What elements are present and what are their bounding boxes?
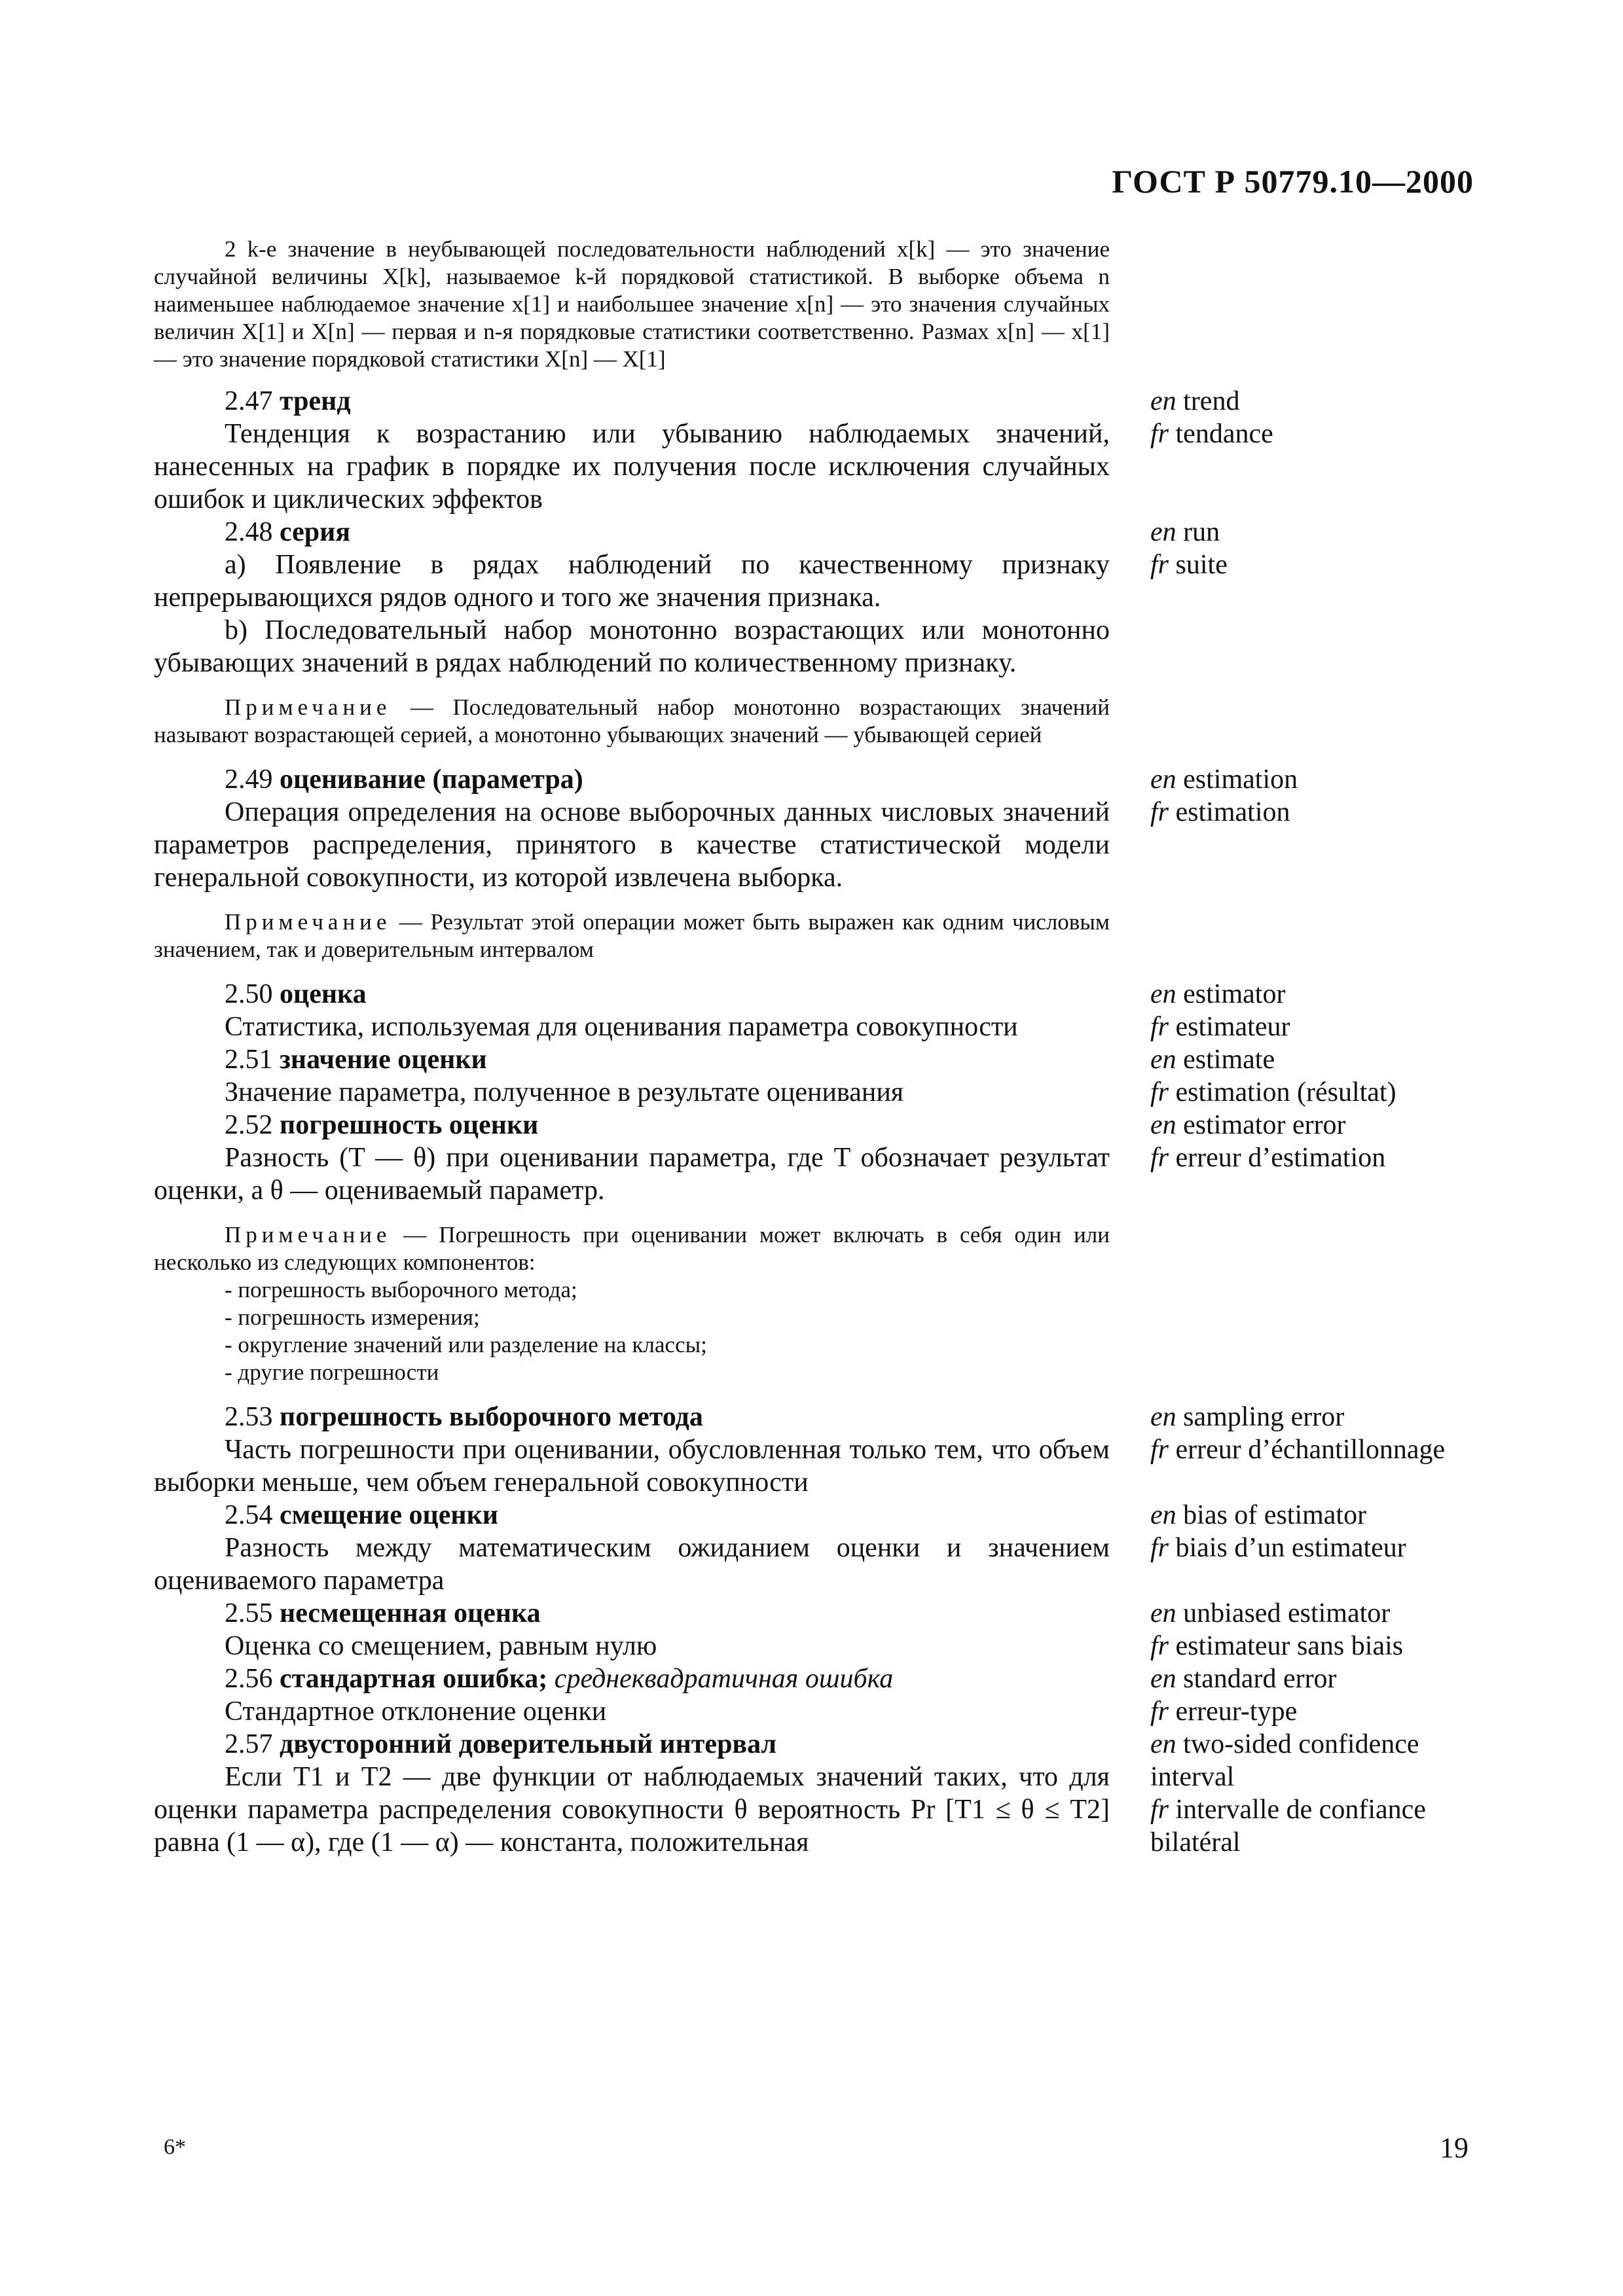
entry-2-48	[154, 516, 1483, 763]
entry-term: оценка	[280, 979, 367, 1009]
entry-2-50	[154, 978, 1483, 1043]
term-en: en trend	[1150, 386, 1240, 416]
term-en: en two-sided confidence interval	[1150, 1729, 1419, 1792]
entry-term: значение оценки	[280, 1045, 487, 1075]
term-fr: fr estimation	[1150, 797, 1290, 827]
term-en: en estimator	[1150, 979, 1286, 1009]
term-en: en standard error	[1150, 1664, 1337, 1694]
entry-number: 2.54	[225, 1500, 273, 1530]
entry-term: погрешность выборочного метода	[280, 1402, 703, 1432]
page-number: 19	[1440, 2132, 1468, 2164]
term-en: en estimation	[1150, 764, 1298, 795]
entry-note: Примечание — Результат этой операции может быть выражен как одним числовым значением, так и доверительным интервалом	[154, 909, 1110, 962]
entry-term: серия	[280, 517, 351, 547]
entry-definition: Стандартное отклонение оценки	[225, 1696, 607, 1727]
entry-number: 2.57	[225, 1729, 273, 1759]
entry-definition: Статистика, используемая для оценивания параметра совокупности	[225, 1012, 1018, 1042]
term-fr: fr erreur d’estimation	[1150, 1143, 1386, 1173]
note-list-item: - погрешность измерения;	[225, 1304, 480, 1330]
term-en: en run	[1150, 517, 1220, 547]
entry-2-55	[154, 1597, 1483, 1662]
note-list-item: - другие погрешности	[225, 1359, 439, 1385]
term-fr: fr estimateur	[1150, 1012, 1290, 1042]
document-body	[154, 236, 1483, 1859]
entry-definition: Значение параметра, полученное в результате оценивания	[225, 1077, 904, 1107]
entry-number: 2.49	[225, 764, 273, 795]
term-en: en sampling error	[1150, 1402, 1345, 1432]
entry-term: стандартная ошибка;	[280, 1664, 548, 1694]
entry-definition: Разность между математическим ожиданием оценки и значением оцениваемого параметра	[154, 1533, 1110, 1596]
term-fr: fr erreur-type	[1150, 1696, 1298, 1727]
footer-sheet-mark: 6*	[164, 2135, 186, 2159]
term-fr: fr erreur d’échantillonnage	[1150, 1435, 1446, 1465]
entry-note: Примечание — Последовательный набор монотонно возрастающих значений называют возрастающей серией, а монотонно убывающих значений — убывающей серией	[154, 694, 1110, 747]
term-en: en unbiased estimator	[1150, 1598, 1391, 1628]
entry-definition: Оценка со смещением, равным нулю	[225, 1631, 657, 1661]
term-fr: fr tendance	[1150, 419, 1273, 449]
entry-note: Примечание — Погрешность при оценивании может включать в себя один или несколько из следующих компонентов: - погрешность выборочного метода; - погрешность измерения; - округление значений или разделение на классы; - другие погрешности	[154, 1222, 1110, 1385]
entry-number: 2.48	[225, 517, 273, 547]
intro-note-row	[154, 236, 1483, 373]
intro-note: 2 k-е значение в неубывающей последовательности наблюдений x[k] — это значение случайной величины X[k], называемое k-й порядковой статистикой. В выборке объема n наименьшее наблюдаемое значение x[1] и наибольшее значение x[n] — это значения случайных величин X[1] и X[n] — первая и n-я порядковые статистики соответственно. Размах x[n] — x[1] — это значение порядковой статистики X[n] — X[1]	[154, 236, 1110, 372]
term-en: en estimate	[1150, 1045, 1275, 1075]
entry-term-synonym: среднеквадратичная ошибка	[554, 1664, 894, 1694]
entry-number: 2.50	[225, 979, 273, 1009]
entry-term: тренд	[280, 386, 351, 416]
entry-2-51	[154, 1043, 1483, 1109]
term-fr: fr estimation (résultat)	[1150, 1077, 1396, 1107]
entry-term: оценивание (параметра)	[280, 764, 583, 795]
entry-2-56	[154, 1662, 1483, 1728]
entry-definition-a: а) Появление в рядах наблюдений по качественному признаку непрерывающихся рядов одного и того же значения признака.	[154, 550, 1110, 613]
entry-term: смещение оценки	[280, 1500, 498, 1530]
entry-2-54	[154, 1499, 1483, 1597]
entry-definition: Операция определения на основе выборочных данных числовых значений параметров распределения, принятого в качестве статистической модели генеральной совокупности, из которой извлечена выборка.	[154, 797, 1110, 893]
entry-number: 2.47	[225, 386, 273, 416]
entry-definition: Если T1 и T2 — две функции от наблюдаемых значений таких, что для оценки параметра распределения совокупности θ вероятность Pr [T1 ≤ θ ≤ T2] равна (1 — α), где (1 — α) — константа, положительная	[154, 1762, 1110, 1857]
entry-definition-b: b) Последовательный набор монотонно возрастающих или монотонно убывающих значений в рядах наблюдений по количественному признаку.	[154, 615, 1110, 678]
term-en: en bias of estimator	[1150, 1500, 1367, 1530]
entry-term: несмещенная оценка	[280, 1598, 541, 1628]
entry-definition: Часть погрешности при оценивании, обусловленная только тем, что объем выборки меньше, чем объем генеральной совокупности	[154, 1435, 1110, 1498]
note-list-item: - погрешность выборочного метода;	[225, 1277, 577, 1302]
term-fr: fr intervalle de confiance bilatéral	[1150, 1795, 1426, 1857]
entry-definition: Разность (T — θ) при оценивании параметра, где T обозначает результат оценки, а θ — оцениваемый параметр.	[154, 1143, 1110, 1206]
entry-term: погрешность оценки	[280, 1110, 539, 1140]
entry-number: 2.55	[225, 1598, 273, 1628]
entry-2-53	[154, 1401, 1483, 1499]
entry-number: 2.53	[225, 1402, 273, 1432]
entry-number: 2.51	[225, 1045, 273, 1075]
entry-2-52	[154, 1109, 1483, 1401]
entry-number: 2.56	[225, 1664, 273, 1694]
term-fr: fr estimateur sans biais	[1150, 1631, 1404, 1661]
entry-2-57	[154, 1728, 1483, 1859]
term-fr: fr suite	[1150, 550, 1228, 580]
entry-term: двусторонний доверительный интервал	[280, 1729, 777, 1759]
entry-2-49	[154, 763, 1483, 978]
term-fr: fr biais d’un estimateur	[1150, 1533, 1406, 1563]
document-header: ГОСТ Р 50779.10—2000	[1112, 163, 1474, 200]
entry-2-47	[154, 385, 1483, 516]
entry-definition: Тенденция к возрастанию или убыванию наблюдаемых значений, нанесенных на график в порядке их получения после исключения случайных ошибок и циклических эффектов	[154, 419, 1110, 514]
note-list-item: - округление значений или разделение на классы;	[225, 1332, 707, 1357]
term-en: en estimator error	[1150, 1110, 1346, 1140]
entry-number: 2.52	[225, 1110, 273, 1140]
